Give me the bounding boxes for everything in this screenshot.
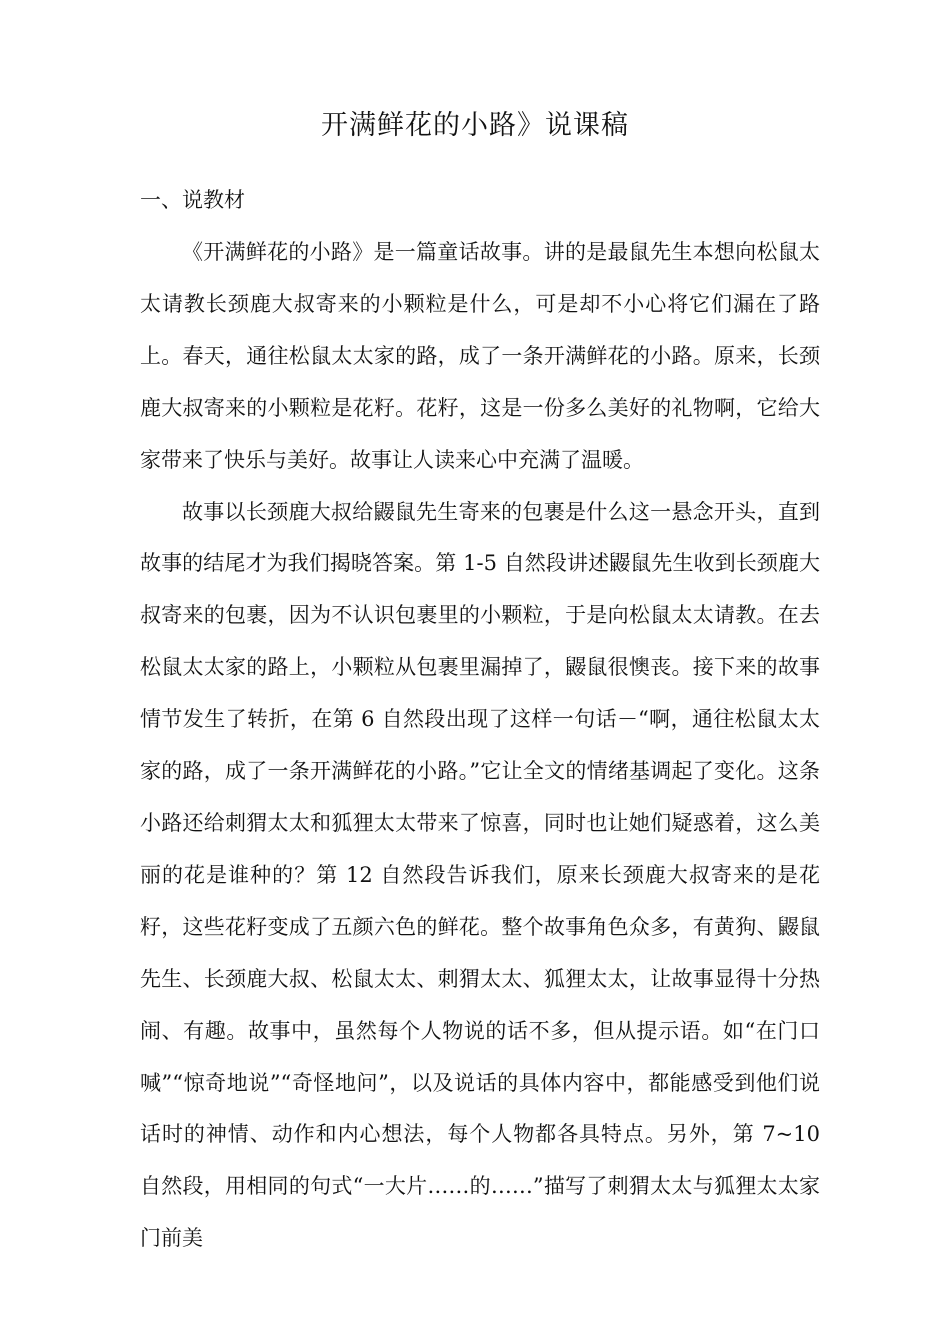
body-text bbox=[140, 227, 820, 1265]
paragraph-2: 故事以长颈鹿大叔给鼹鼠先生寄来的包裹是什么这一悬念开头，直到故事的结尾才为我们揭晓答案。第 1-5 自然段讲述鼹鼠先生收到长颈鹿大叔寄来的包裹，因为不认识包裹里的小颗粒，于是向松鼠太太请教。在去松鼠太太家的路上，小颗粒从包裹里漏掉了，鼹鼠很懊丧。接下来的故事情节发生了转折，在第 6 自然段出现了这样一句话－“啊，通往松鼠太太家的路，成了一条开满鲜花的小路。”它让全文的情绪基调起了变化。这条小路还给刺猬太太和狐狸太太带来了惊喜，同时也让她们疑惑着，这么美丽的花是谁种的？第 12 自然段告诉我们，原来长颈鹿大叔寄来的是花籽，这些花籽变成了五颜六色的鲜花。整个故事角色众多，有黄狗、鼹鼠先生、长颈鹿大叔、松鼠太太、刺猬太太、狐狸太太，让故事显得十分热闹、有趣。故事中，虽然每个人物说的话不多，但从提示语。如“在门口喊”“惊奇地说”“奇怪地问”，以及说话的具体内容中，都能感受到他们说话时的神情、动作和内心想法，每个人物都各具特点。另外，第 7~10 自然段，用相同的句式“一大片……的……”描写了刺猬太太与狐狸太太家门前美 bbox=[140, 499, 820, 1251]
paragraph-1: 《开满鲜花的小路》是一篇童话故事。讲的是最鼠先生本想向松鼠太太请教长颈鹿大叔寄来的小颗粒是什么，可是却不小心将它们漏在了路上。春天，通往松鼠太太家的路，成了一条开满鲜花的小路。原来，长颈鹿大叔寄来的小颗粒是花籽。花籽，这是一份多么美好的礼物啊，它给大家带来了快乐与美好。故事让人读来心中充满了温暖。 bbox=[140, 240, 820, 472]
document-title: 开满鲜花的小路》说课稿 bbox=[321, 110, 629, 141]
section-heading: 一、说教材 bbox=[140, 188, 245, 212]
